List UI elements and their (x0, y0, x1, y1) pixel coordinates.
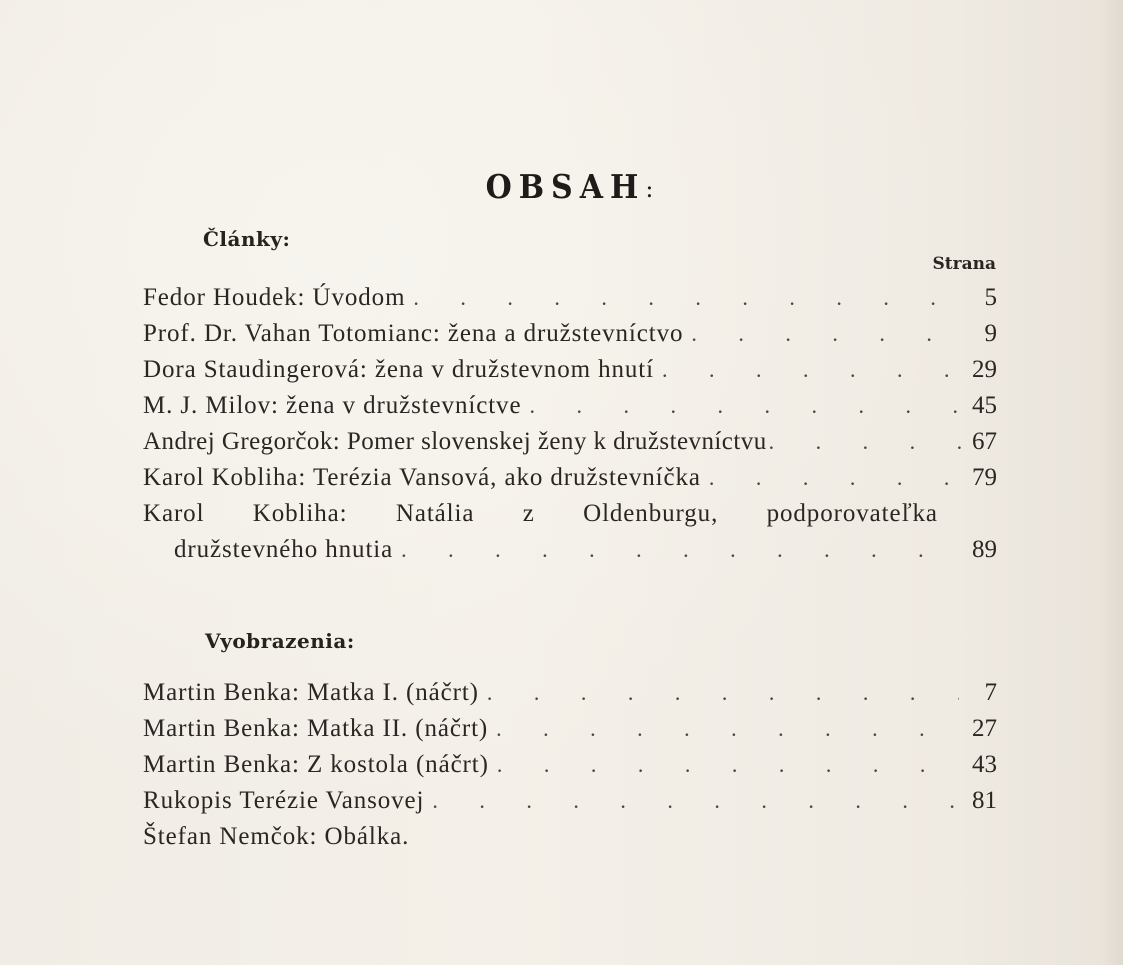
dot-leader (709, 460, 959, 496)
toc-entry (143, 747, 997, 783)
toc-entry-page: 43 (972, 751, 997, 778)
toc-entry-text: družstevného hnutia (174, 536, 394, 563)
dot-leader (769, 424, 965, 460)
toc-entry-text: Martin Benka: Matka II. (náčrt) (143, 715, 489, 742)
dot-leader (497, 747, 959, 783)
toc-entry-page: 67 (972, 428, 997, 455)
dot-leader (401, 532, 959, 568)
dot-leader (413, 280, 959, 316)
toc-entry-page: 29 (972, 356, 997, 383)
toc-entry-line1 (143, 496, 938, 532)
toc-word: Karol (143, 500, 205, 527)
images-list (143, 675, 997, 855)
toc-word: z (522, 500, 535, 527)
toc-entry-page: 7 (984, 679, 997, 706)
toc-entry-text: Fedor Houdek: Úvodom (143, 284, 406, 311)
title-word: OBSAH (485, 168, 646, 207)
toc-entry-text: Martin Benka: Z kostola (náčrt) (143, 751, 489, 778)
toc-entry-page: 79 (972, 464, 997, 491)
toc-entry-text: Štefan Nemčok: Obálka. (143, 823, 410, 850)
toc-entry-line2 (143, 532, 997, 568)
images-heading: Vyobrazenia: (205, 629, 355, 653)
toc-entry-text: M. J. Milov: žena v družstevníctve (143, 392, 522, 419)
toc-entry-text: Rukopis Terézie Vansovej (143, 787, 425, 814)
toc-entry-text: Karol Kobliha: Terézia Vansová, ako družstevníčka (143, 464, 701, 491)
articles-list (143, 280, 997, 568)
toc-entry-page: 81 (972, 787, 997, 814)
page-edge-shadow (1101, 0, 1123, 965)
toc-entry-page: 27 (972, 715, 997, 742)
toc-entry (143, 352, 997, 388)
toc-entry (143, 388, 997, 424)
toc-entry-page: 89 (972, 536, 997, 563)
toc-entry (143, 280, 997, 316)
toc-entry (143, 316, 997, 352)
toc-entry-text: Dora Staudingerová: žena v družstevnom hnutí (143, 356, 654, 383)
dot-leader (432, 783, 959, 819)
dot-leader (496, 711, 959, 747)
toc-entry-text: Martin Benka: Matka I. (náčrt) (143, 679, 479, 706)
toc-entry-text: Prof. Dr. Vahan Totomianc: žena a družstevníctvo (143, 320, 684, 347)
page-column-label: Strana (932, 254, 996, 274)
toc-word: Natália (395, 500, 475, 527)
title-colon: : (645, 175, 654, 203)
toc-entry-page: 45 (972, 392, 997, 419)
toc-word: Kobliha: (252, 500, 348, 527)
dot-leader (487, 675, 959, 711)
toc-entry-text: Andrej Gregorčok: Pomer slovenskej ženy k družstevníctvu (143, 428, 767, 455)
dot-leader (529, 388, 959, 424)
toc-entry (143, 711, 997, 747)
toc-word: podporovateľka (766, 500, 938, 527)
toc-entry (143, 783, 997, 819)
toc-entry-page: 9 (984, 320, 997, 347)
toc-entry (143, 675, 997, 711)
toc-entry-multiline (143, 496, 997, 568)
toc-entry-cover (143, 819, 997, 855)
dot-leader (662, 352, 959, 388)
dot-leader (691, 316, 959, 352)
page-title (0, 170, 1123, 205)
toc-entry (143, 424, 997, 460)
toc-entry (143, 460, 997, 496)
toc-word: Oldenburgu, (583, 500, 719, 527)
articles-heading: Články: (203, 227, 291, 251)
toc-entry-page: 5 (984, 284, 997, 311)
